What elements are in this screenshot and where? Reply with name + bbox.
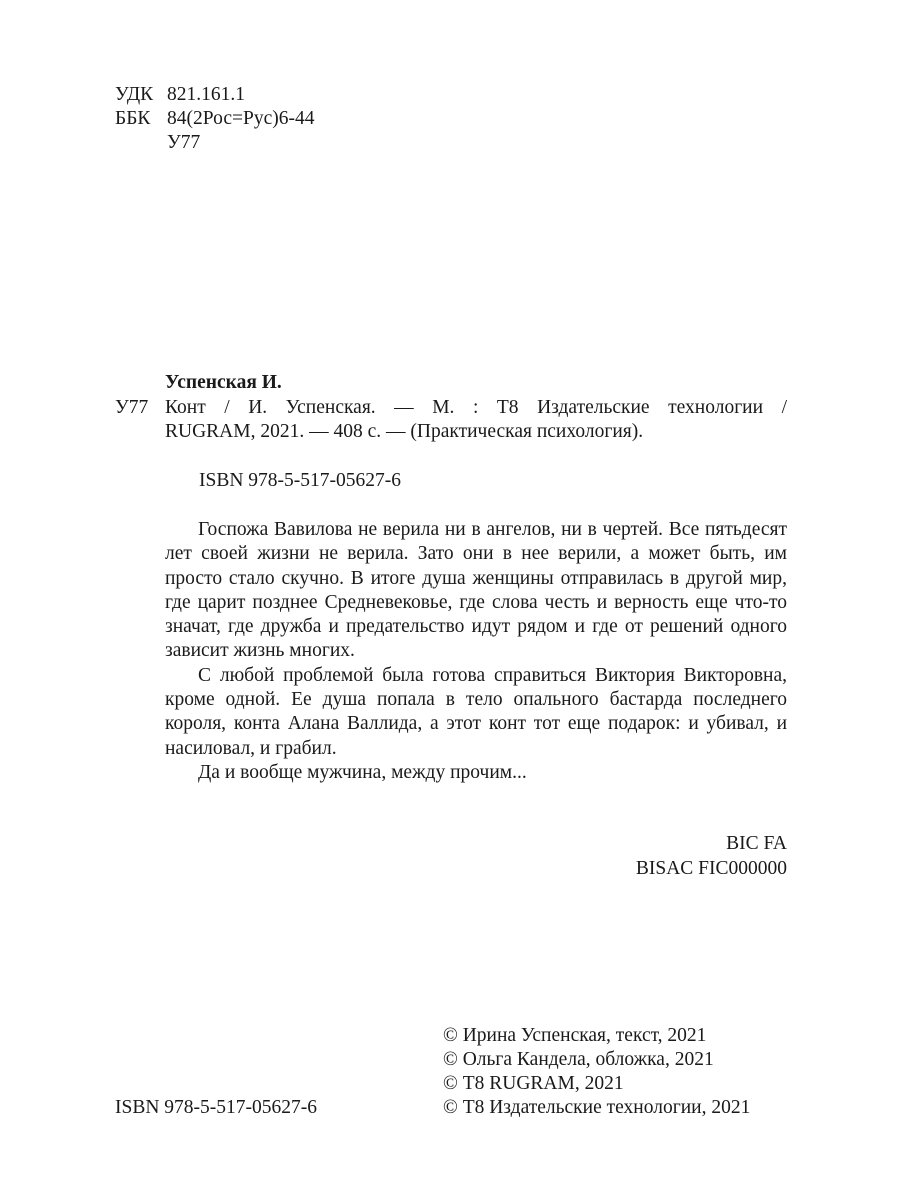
annotation xyxy=(165,518,787,785)
record-line-2: RUGRAM, 2021. — 408 с. — (Практическая психология). xyxy=(165,421,644,442)
annotation-paragraph-3: Да и вообще мужчина, между прочим... xyxy=(198,761,527,783)
copyright-line: © Т8 RUGRAM, 2021 xyxy=(443,1073,624,1094)
udk-label: УДК xyxy=(115,84,154,105)
author-mark-record: У77 xyxy=(115,397,149,418)
bbk-value: 84(2Рос=Рус)6-44 xyxy=(167,108,315,129)
copyright-block xyxy=(443,1024,750,1120)
bbk-label: ББК xyxy=(115,108,151,129)
copyright-line: © Ирина Успенская, текст, 2021 xyxy=(443,1025,707,1046)
author-heading: Успенская И. xyxy=(165,372,282,393)
annotation-paragraph-1: Госпожа Вавилова не верила ни в ангелов, ни в чертей. Все пятьдесят лет своей жизни не верила. Зато они в нее верили, а может быть, им просто стало скучно. В итоге душа женщины отправилась в другой мир, где царит позднее Средневековье, где слова честь и верность еще что-то значат, где дружба и предательство идут рядом и где от решений одного зависит жизнь многих. xyxy=(165,519,787,662)
subject-codes xyxy=(636,831,787,881)
udk-value: 821.161.1 xyxy=(167,84,245,105)
footer-isbn: ISBN 978-5-517-05627-6 xyxy=(115,1097,318,1118)
udk-line xyxy=(115,83,245,107)
bbk-line xyxy=(115,107,314,131)
record-line-1: Конт / И. Успенская. — М. : Т8 Издательские технологии / xyxy=(165,397,787,418)
bic-code: BIC FA xyxy=(726,833,787,854)
annotation-paragraph-2: С любой проблемой была готова справиться Виктория Викторовна, кроме одной. Ее душа попала в тело опального бастарда последнего короля, конта Алана Валлида, а этот конт тот еще подарок: и убивал, и насиловал, и грабил. xyxy=(165,664,787,759)
author-mark-top: У77 xyxy=(167,132,201,153)
copyright-line: © Ольга Кандела, обложка, 2021 xyxy=(443,1049,714,1070)
record-isbn: ISBN 978-5-517-05627-6 xyxy=(199,470,402,491)
bisac-code: BISAC FIC000000 xyxy=(635,858,787,879)
copyright-line: © Т8 Издательские технологии, 2021 xyxy=(443,1097,751,1118)
